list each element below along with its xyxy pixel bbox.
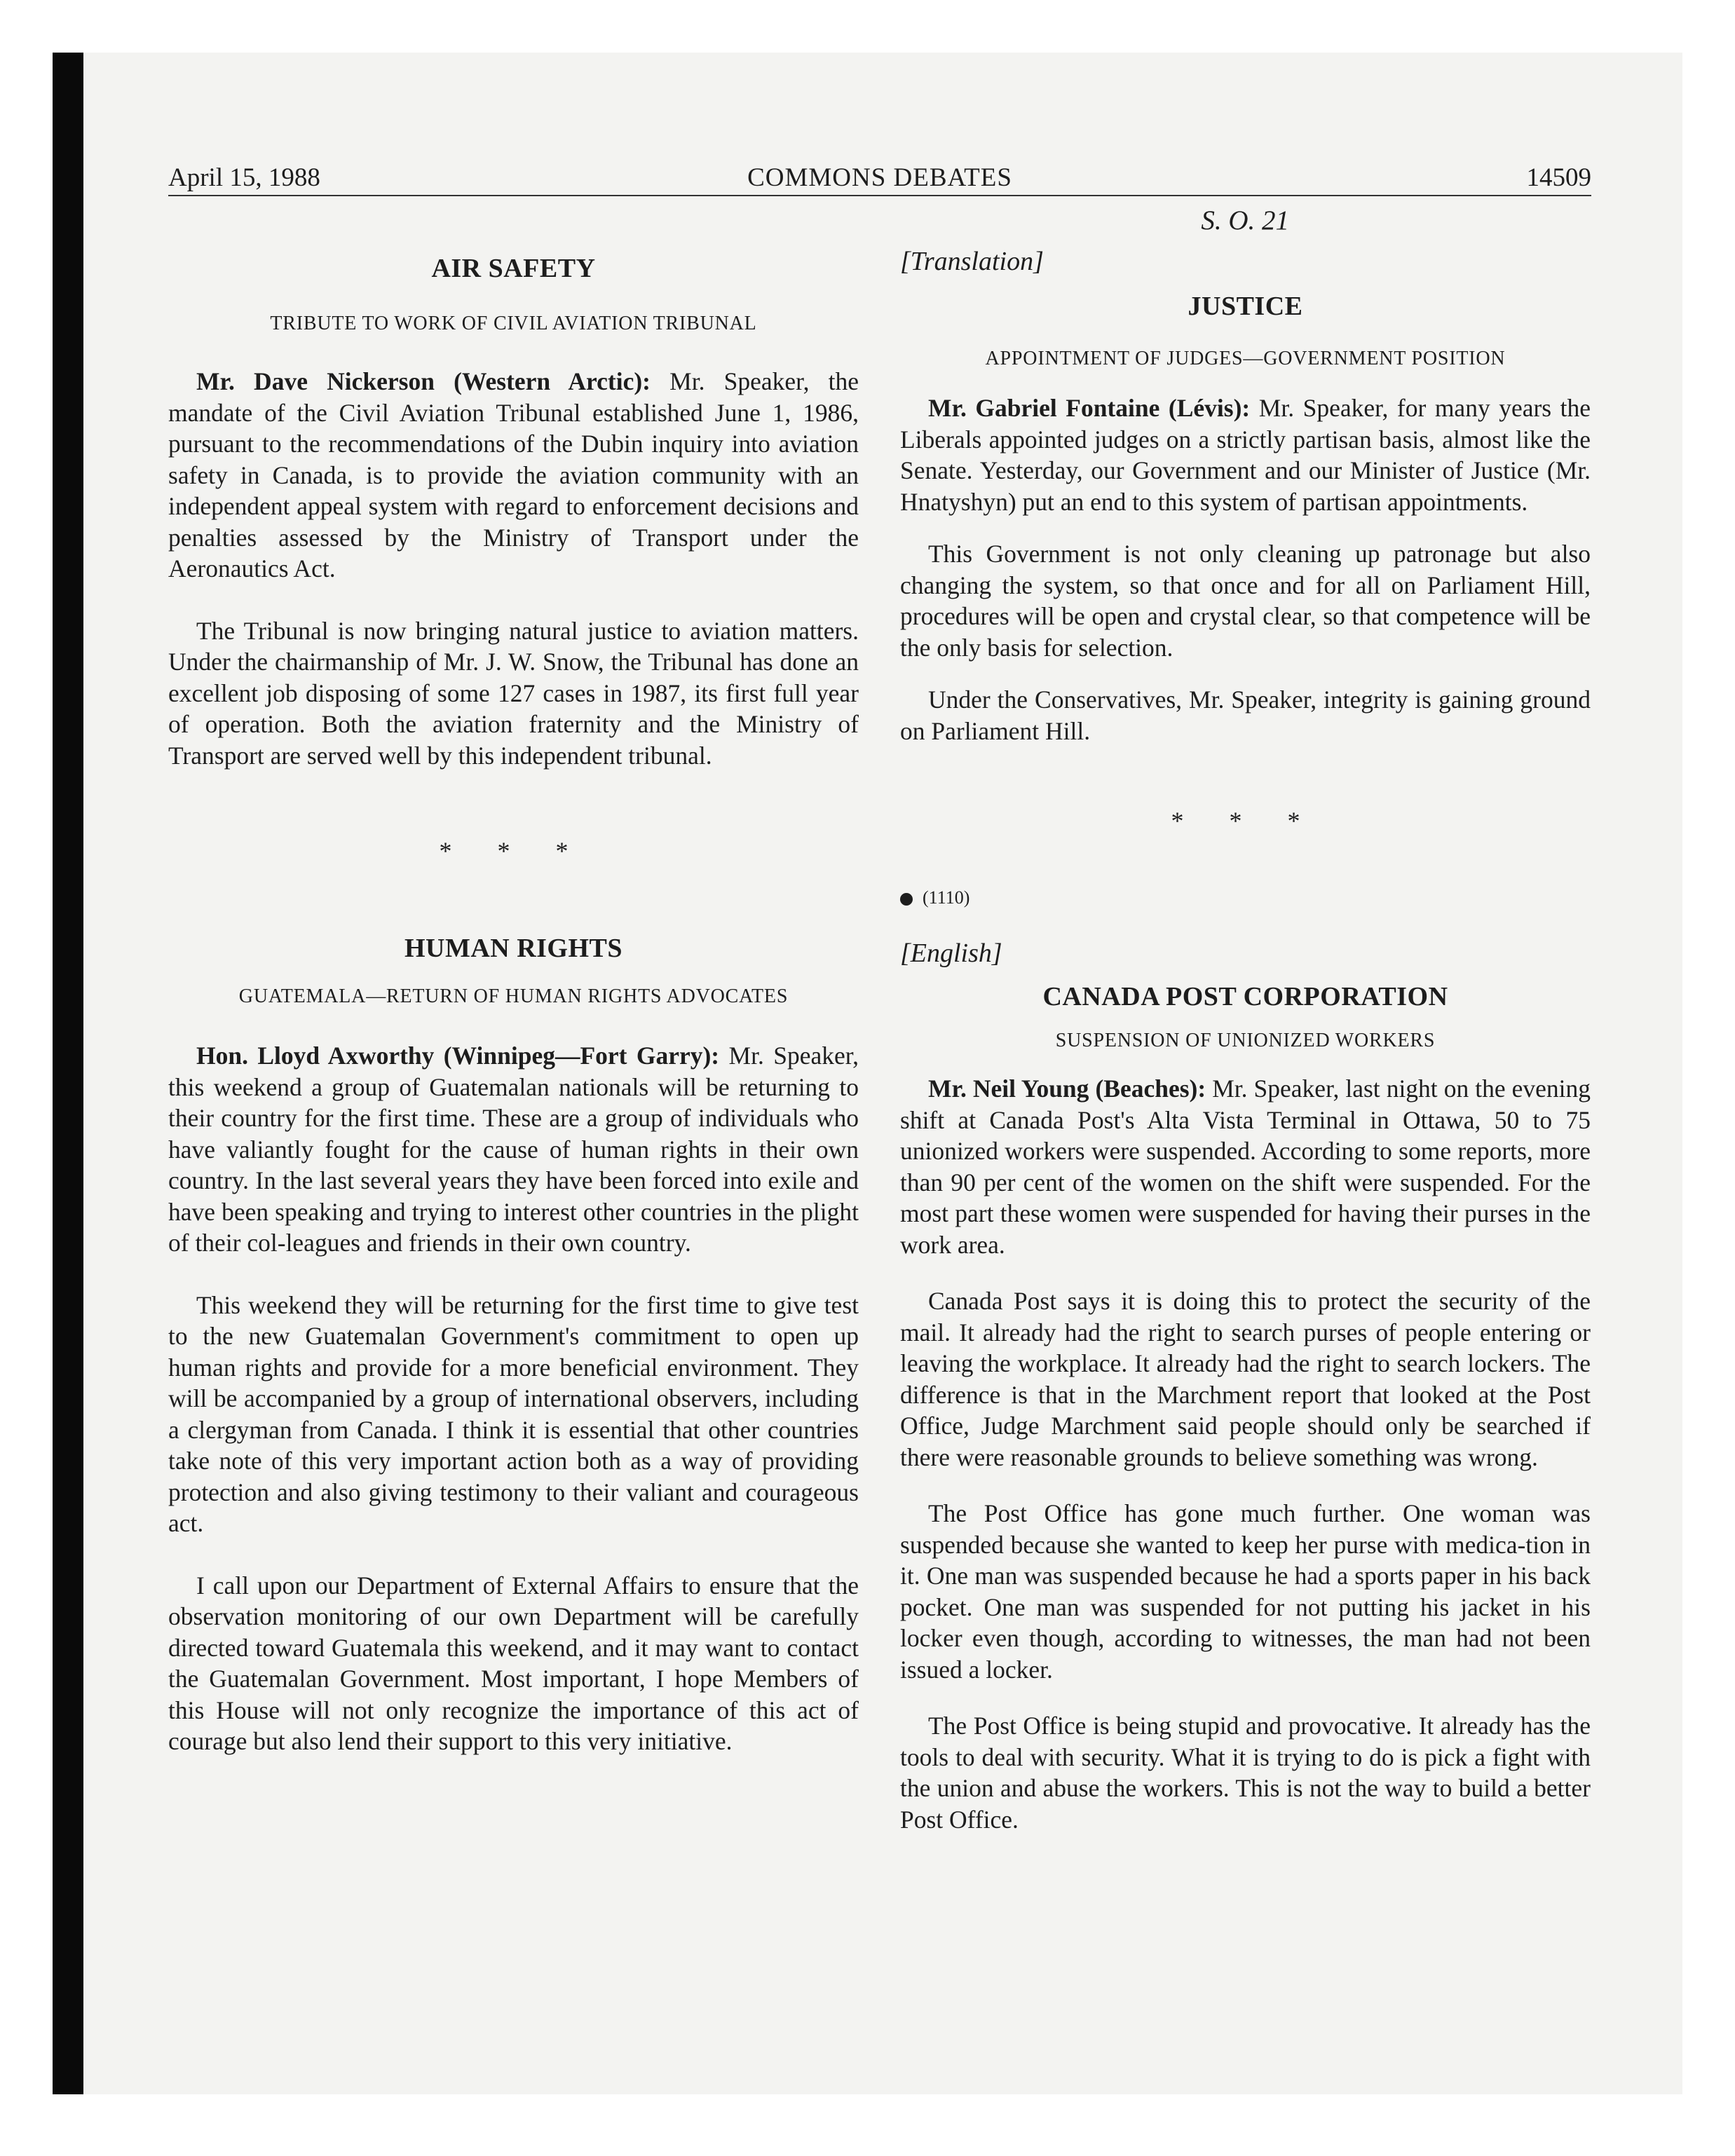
human-rights-para-1: [168, 1040, 859, 1259]
header-publication: COMMONS DEBATES: [747, 163, 1012, 192]
canada-post-heading: CANADA POST CORPORATION: [1042, 982, 1448, 1011]
speaker-fontaine: Mr. Gabriel Fontaine (Lévis):: [928, 394, 1251, 422]
justice-subheading: APPOINTMENT OF JUDGES—GOVERNMENT POSITION: [985, 348, 1506, 369]
canada-post-subheading: SUSPENSION OF UNIONIZED WORKERS: [1055, 1030, 1436, 1051]
justice-para-1: [900, 393, 1591, 517]
section-separator: * * *: [439, 837, 588, 865]
canada-post-para-2: Canada Post says it is doing this to protect the security of the mail. It already had the right to search purses of people entering or leaving the workplace. It already had the right to search lockers. The difference is that in the Marchment report that looked at the Post Office, Judge Marchment said people should only be searched if there were reasonable grounds to believe something was wrong.: [900, 1287, 1591, 1471]
human-rights-para-1-text: Mr. Speaker, this weekend a group of Guatemalan nationals will be returning to their country for the first time. These are a group of individuals who have valiantly fought for the cause of human rights in their own country. In the last several years they have been forced into exile and have been speaking and trying to interest other countries in the plight of their col-leagues and friends in their own country.: [168, 1042, 859, 1257]
air-safety-para-1-text: Mr. Speaker, the mandate of the Civil Aviation Tribunal established June 1, 1986, pursuant to the recommendations of the Dubin inquiry into aviation safety in Canada, is to provide the aviation community with an independent appeal system with regard to enforcement decisions and penalties assessed by the Ministry of Transport under the Aeronautics Act.: [168, 367, 859, 582]
time-marker-text: (1110): [923, 887, 970, 908]
canada-post-para-1: [900, 1073, 1591, 1260]
justice-heading: JUSTICE: [1188, 292, 1303, 321]
bullet-icon: [900, 893, 913, 906]
justice-para-3: Under the Conservatives, Mr. Speaker, integrity is gaining ground on Parliament Hill.: [900, 685, 1591, 745]
left-column: [168, 203, 859, 1757]
header-page-number: 14509: [1526, 163, 1591, 192]
justice-para-1-text: Mr. Speaker, for many years the Liberals appointed judges on a strictly partisan basis, almost like the Senate. Yesterday, our Government and our Minister of Justice (Mr. Hnatyshyn) put an end to this system of partisan appointments.: [900, 394, 1591, 516]
air-safety-para-1: [168, 366, 859, 585]
air-safety-subheading: TRIBUTE TO WORK OF CIVIL AVIATION TRIBUNAL: [270, 313, 757, 334]
right-column: [900, 203, 1591, 1835]
air-safety-para-2: The Tribunal is now bringing natural justice to aviation matters. Under the chairmanship of Mr. J. W. Snow, the Tribunal has done an excellent job disposing of some 127 cases in 1987, its first full year of operation. Both the aviation fraternity and the Ministry of Transport are served well by this independent tribunal.: [168, 616, 859, 770]
speaker-young: Mr. Neil Young (Beaches):: [928, 1074, 1206, 1103]
human-rights-heading: HUMAN RIGHTS: [404, 934, 623, 963]
speaker-nickerson: Mr. Dave Nickerson (Western Arctic):: [196, 367, 651, 395]
standing-order-ref: S. O. 21: [1201, 205, 1289, 236]
human-rights-subheading: GUATEMALA—RETURN OF HUMAN RIGHTS ADVOCATES: [238, 985, 789, 1007]
section-separator-right: * * *: [1171, 807, 1320, 835]
human-rights-para-3: I call upon our Department of External Affairs to ensure that the observation monitoring of our own Department will be carefully directed toward Guatemala this weekend, and it may want to contact the Guatemalan Government. Most important, I hope Members of this House will not only recognize the importance of this act of courage but also lend their support to this very initiative.: [168, 1571, 859, 1755]
english-label: [English]: [900, 939, 1002, 968]
scan-edge: [53, 53, 83, 2094]
canada-post-para-1-text: Mr. Speaker, last night on the evening shift at Canada Post's Alta Vista Terminal in Ottawa, 50 to 75 unionized workers were suspended. According to some reports, more than 90 per cent of the women on the shift were suspended. For the most part these women were suspended for having their purses in the work area.: [900, 1074, 1591, 1259]
canada-post-para-4: The Post Office is being stupid and provocative. It already has the tools to deal with security. What it is trying to do is pick a fight with the union and abuse the workers. This is not the way to build a better Post Office.: [900, 1712, 1591, 1834]
human-rights-para-2: This weekend they will be returning for the first time to give test to the new Guatemalan Government's commitment to open up human rights and provide for a more beneficial environment. They will be accompanied by a group of international observers, including a clergyman from Canada. I think it is essential that other countries take note of this very important action both as a way of providing protection and also giving testimony to their valiant and courageous act.: [168, 1290, 859, 1537]
air-safety-heading: AIR SAFETY: [431, 254, 596, 283]
justice-para-2: This Government is not only cleaning up patronage but also changing the system, so that once and for all on Parliament Hill, procedures will be open and crystal clear, so that competence will be the only basis for selection.: [900, 540, 1591, 662]
time-marker: [900, 884, 1591, 912]
speaker-axworthy: Hon. Lloyd Axworthy (Winnipeg—Fort Garry):: [196, 1042, 720, 1070]
running-head: [168, 163, 1591, 196]
canada-post-para-3: The Post Office has gone much further. One woman was suspended because she wanted to keep her purse with medica-tion in it. One man was suspended because he had a sports paper in his back pocket. One man was suspended for not putting his jacket in his locker even though, according to witnesses, the man had not been issued a locker.: [900, 1499, 1591, 1684]
header-date: April 15, 1988: [168, 163, 320, 192]
translation-label: [Translation]: [900, 247, 1044, 276]
